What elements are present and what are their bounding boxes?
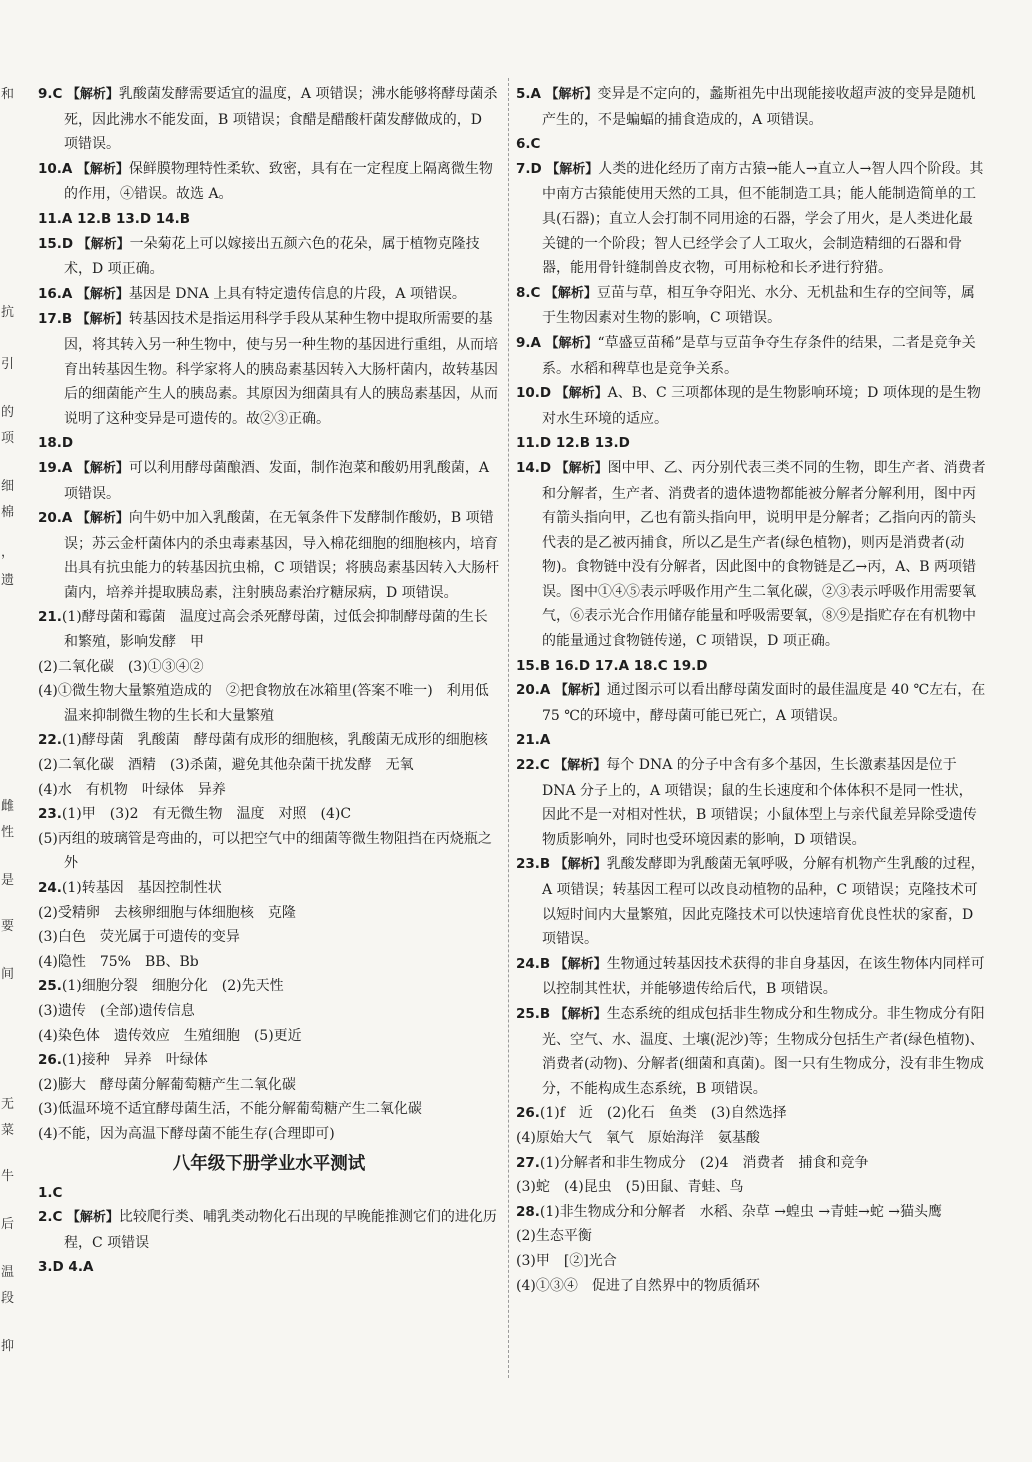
answer-entry xyxy=(516,654,986,679)
question-number: 15.D xyxy=(38,235,74,252)
question-number: 10.D xyxy=(516,385,552,402)
answer-entry xyxy=(516,952,986,1002)
question-number: 3.D 4.A xyxy=(38,1259,94,1276)
question-number: 21. xyxy=(38,609,62,626)
answer-text: 人类的进化经历了南方古猿→能人→直立人→智人四个阶段。其中南方古猿能使用天然的工具，但不能制造工具；能人能制造简单的工具(石器)；直立人会打制不同用途的石器，学会了用火，是人类进化最关键的一个阶段；智人已经学会了人工取火，会制造精细的石器和骨器，能用骨针缝制兽皮衣物，可用标枪和长矛进行狩猎。 xyxy=(542,160,984,277)
question-number: 22. xyxy=(38,732,62,749)
analysis-tag: 【解析】 xyxy=(76,312,129,328)
answer-text: 豆苗与草，相互争夺阳光、水分、无机盐和生存的空间等，属于生物因素对生物的影响，C 项错误。 xyxy=(542,284,975,327)
answer-entry xyxy=(38,802,500,876)
answer-entry xyxy=(516,753,986,852)
margin-fragment: 抑 xyxy=(1,1339,15,1354)
analysis-tag: 【解析】 xyxy=(554,1006,607,1022)
answer-entry xyxy=(38,974,500,1048)
answer-entry xyxy=(516,157,986,281)
section-title: 八年级下册学业水平测试 xyxy=(172,1153,366,1174)
answer-entry xyxy=(38,1048,500,1146)
question-number: 18.D xyxy=(38,435,74,452)
analysis-tag: 【解析】 xyxy=(554,857,607,873)
answer-entry xyxy=(516,82,986,132)
answer-entry xyxy=(516,456,986,654)
question-number: 22.C xyxy=(516,757,550,774)
sub-answer: (2)膨大 酵母菌分解葡萄糖产生二氧化碳 xyxy=(38,1076,296,1093)
question-number: 11.A 12.B 13.D 14.B xyxy=(38,210,190,227)
margin-fragment: 要 xyxy=(1,919,15,934)
answer-entry xyxy=(38,307,500,431)
analysis-tag: 【解析】 xyxy=(546,161,599,177)
answer-text: 保鲜膜物理特性柔软、致密，具有在一定程度上隔离微生物的作用，④错误。故选 A。 xyxy=(64,160,493,203)
question-number: 24.B xyxy=(516,955,551,972)
question-number: 21.A xyxy=(516,732,551,749)
answer-text: 图中甲、乙、丙分别代表三类不同的生物，即生产者、消费者和分解者，生产者、消费者的遗体遗物都能被分解者分解利用，图中丙有箭头指向甲，乙也有箭头指向甲，说明甲是分解者；乙指向丙的箭头代表的是乙被丙捕食，所以乙是生产者(绿色植物)，则丙是消费者(动物)。食物链中没有分解者，因此图中的食物链是乙→丙，A、B 两项错误。图中①④⑤表示呼吸作用产生二氧化碳，②③表示呼吸作用需要氧气，⑥表示光合作用储存能量和呼吸需要氧，⑧⑨是指贮存在有机物中的能量通过食物链传递，C 项错误，D 项正确。 xyxy=(542,459,986,650)
margin-fragment: 棉 xyxy=(1,505,15,520)
answer-entry xyxy=(516,281,986,331)
sub-answer: (2)二氧化碳 酒精 (3)杀菌，避免其他杂菌干扰发酵 无氧 xyxy=(38,757,414,774)
answer-text: (1)分解者和非生物成分 (2)4 消费者 捕食和竞争 xyxy=(539,1154,869,1171)
answer-entry xyxy=(38,876,500,974)
answer-entry xyxy=(516,852,986,951)
margin-fragment: 牛 xyxy=(1,1169,15,1184)
analysis-tag: 【解析】 xyxy=(554,758,607,774)
sub-answer: (4)①③④ 促进了自然界中的物质循环 xyxy=(516,1277,760,1294)
margin-fragment: 遗 xyxy=(1,573,15,588)
answer-entry xyxy=(38,506,500,605)
sub-answer: (4)不能，因为高温下酵母菌不能生存(合理即可) xyxy=(38,1125,335,1142)
margin-fragment: 和 xyxy=(1,87,15,102)
question-number: 9.A xyxy=(516,334,541,351)
analysis-tag: 【解析】 xyxy=(545,87,598,102)
margin-fragment: 引 xyxy=(1,357,15,372)
answer-entry xyxy=(38,157,500,207)
question-number: 9.C xyxy=(38,86,63,102)
answer-text: 乳酸菌发酵需要适宜的温度，A 项错误；沸水能够将酵母菌杀死，因此沸水不能发面，B 项错误；食醋是醋酸杆菌发酵做成的，D 项错误。 xyxy=(64,86,498,153)
margin-fragment: 后 xyxy=(1,1217,15,1232)
analysis-tag: 【解析】 xyxy=(554,683,607,699)
answer-text: (1)细胞分裂 细胞分化 (2)先天性 xyxy=(61,978,284,995)
answer-entry xyxy=(516,678,986,728)
answer-text: A、B、C 三项都体现的是生物影响环境；D 项体现的是生物对水生环境的适应。 xyxy=(542,385,981,427)
answer-text: 生物通过转基因技术获得的非自身基因，在该生物体内同样可以控制其性状，并能够遗传给后代，B 项错误。 xyxy=(542,955,985,998)
question-number: 15.B 16.D 17.A 18.C 19.D xyxy=(516,657,708,674)
margin-fragment: 的 xyxy=(1,405,15,420)
question-number: 25. xyxy=(38,978,62,995)
right-column xyxy=(516,82,986,1298)
margin-fragment: 是 xyxy=(1,873,15,888)
answer-entry xyxy=(38,82,500,157)
answer-text: (1)非生物成分和分解者 水稻、杂草 →蝗虫 →青蛙→蛇 →猫头鹰 xyxy=(539,1203,943,1220)
answer-text: 生态系统的组成包括非生物成分和生物成分。非生物成分有阳光、空气、水、温度、土壤(泥沙)等；生物成分包括生产者(绿色植物)、消费者(动物)、分解者(细菌和真菌)。图一只有生物成分，没有非生物成分，不能构成生态系统，B 项错误。 xyxy=(542,1005,985,1097)
analysis-tag: 【解析】 xyxy=(555,386,608,402)
margin-fragment: 性 xyxy=(1,825,15,840)
answer-entry xyxy=(38,282,500,308)
question-number: 26. xyxy=(38,1052,62,1069)
sub-answer: (3)低温环境不适宜酵母菌生活，不能分解葡萄糖产生二氧化碳 xyxy=(38,1101,422,1118)
answer-text: “草盛豆苗稀”是草与豆苗争夺生存条件的结果，二者是竞争关系。水稻和稗草也是竞争关系。 xyxy=(542,334,976,377)
analysis-tag: 【解析】 xyxy=(77,236,130,252)
answer-text: (1)酵母菌 乳酸菌 酵母菌有成形的细胞核，乳酸菌无成形的细胞核 xyxy=(61,732,488,749)
margin-fragment: 细 xyxy=(1,479,15,494)
left-margin-fragments xyxy=(0,80,22,1380)
answer-entry xyxy=(516,728,986,753)
question-number: 8.C xyxy=(516,284,541,301)
sub-answer: (4)原始大气 氧气 原始海洋 氨基酸 xyxy=(516,1129,760,1146)
answer-text: 转基因技术是指运用科学手段从某种生物中提取所需要的基因，将其转入另一种生物中，使与另一种生物的基因进行重组，从而培育出转基因生物。科学家将人的胰岛素基因转入大肠杆菌内，故转基因后的细菌能产生人的胰岛素。其原因为细菌具有人的胰岛素基因，从而说明了这种变异是可遗传的。故②③正确。 xyxy=(64,311,498,427)
answer-entry xyxy=(516,1151,986,1200)
margin-fragment: ， xyxy=(1,545,15,560)
margin-fragment: 无 xyxy=(1,1097,15,1112)
margin-fragment: 菜 xyxy=(1,1123,15,1138)
margin-fragment: 间 xyxy=(1,967,15,982)
sub-answer: (3)遗传 (全部)遗传信息 xyxy=(38,1002,195,1019)
left-column xyxy=(38,82,500,1280)
answer-entry xyxy=(38,207,500,232)
analysis-tag: 【解析】 xyxy=(76,286,129,302)
answer-text: (1)甲 (3)2 有无微生物 温度 对照 (4)C xyxy=(61,806,352,823)
answer-entry xyxy=(38,232,500,282)
answer-text: 可以利用酵母菌酿酒、发面，制作泡菜和酸奶用乳酸菌，A 项错误。 xyxy=(64,459,489,502)
margin-fragment: 抗 xyxy=(1,305,15,320)
sub-answer: (3)蛇 (4)昆虫 (5)田鼠、青蛙、鸟 xyxy=(516,1179,744,1196)
answer-entry xyxy=(516,331,986,381)
answer-text: 一朵菊花上可以嫁接出五颜六色的花朵，属于植物克隆技术，D 项正确。 xyxy=(64,235,480,278)
question-number: 7.D xyxy=(516,160,542,177)
answer-entry xyxy=(38,728,500,802)
answer-text: 变异是不定向的，蠡斯祖先中出现能接收超声波的变异是随机产生的，不是蝙蝠的捕食造成的，A 项错误。 xyxy=(542,86,976,128)
answer-entry xyxy=(38,1205,500,1255)
answer-text: 基因是 DNA 上具有特定遗传信息的片段，A 项错误。 xyxy=(128,285,466,302)
analysis-tag: 【解析】 xyxy=(76,511,129,527)
sub-answer: (4)水 有机物 叶绿体 异养 xyxy=(38,781,226,798)
answer-entry xyxy=(516,381,986,431)
answer-text: 比较爬行类、哺乳类动物化石出现的早晚能推测它们的进化历程，C 项错误 xyxy=(64,1209,497,1251)
question-number: 5.A xyxy=(516,86,541,102)
question-number: 1.C xyxy=(38,1184,63,1201)
answer-entry xyxy=(516,1200,986,1298)
answer-text: (1)接种 异养 叶绿体 xyxy=(61,1052,208,1069)
sub-answer: (3)甲 [②]光合 xyxy=(516,1252,617,1269)
question-number: 26. xyxy=(516,1105,540,1122)
question-number: 10.A xyxy=(38,160,73,177)
question-number: 27. xyxy=(516,1154,540,1171)
column-divider xyxy=(508,78,510,1378)
question-number: 25.B xyxy=(516,1005,551,1022)
answer-entry xyxy=(38,605,500,728)
question-number: 20.A xyxy=(38,510,73,527)
question-number: 23. xyxy=(38,806,62,823)
answer-entry xyxy=(38,456,500,506)
analysis-tag: 【解析】 xyxy=(66,87,119,102)
sub-answer: (4)隐性 75% BB、Bb xyxy=(38,953,199,970)
sub-answer: (2)二氧化碳 (3)①③④② xyxy=(38,658,204,675)
answer-text: (1)酵母菌和霉菌 温度过高会杀死酵母菌，过低会抑制酵母菌的生长和繁殖，影响发酵 甲 xyxy=(61,609,488,651)
question-number: 2.C xyxy=(38,1209,63,1226)
question-number: 6.C xyxy=(516,136,541,153)
question-number: 24. xyxy=(38,880,62,896)
answer-text: 向牛奶中加入乳酸菌，在无氧条件下发酵制作酸奶，B 项错误；苏云金杆菌体内的杀虫毒素基因，导入棉花细胞的细胞核内，培育出具有抗虫能力的转基因抗虫棉，C 项错误；将胰岛素基因转入大肠杆菌内，培养并提取胰岛素，注射胰岛素治疗糖尿病，D 项错误。 xyxy=(64,510,500,601)
answer-entry xyxy=(38,431,500,456)
sub-answer: (2)受精卵 去核卵细胞与体细胞核 克隆 xyxy=(38,904,296,921)
question-number: 20.A xyxy=(516,682,551,699)
question-number: 16.A xyxy=(38,285,73,302)
margin-fragment: 段 xyxy=(1,1291,15,1306)
question-number: 23.B xyxy=(516,856,551,873)
question-number: 14.D xyxy=(516,459,552,476)
analysis-tag: 【解析】 xyxy=(545,335,598,351)
answer-entry xyxy=(516,1101,986,1150)
sub-answer: (4)①微生物大量繁殖造成的 ②把食物放在冰箱里(答案不唯一) 利用低温来抑制微生物的生长和大量繁殖 xyxy=(38,683,489,724)
sub-answer: (2)生态平衡 xyxy=(516,1228,592,1245)
analysis-tag: 【解析】 xyxy=(66,1210,119,1226)
sub-answer: (3)白色 荧光属于可遗传的变异 xyxy=(38,929,240,946)
margin-fragment: 项 xyxy=(1,431,15,446)
question-number: 11.D 12.B 13.D xyxy=(516,435,630,452)
analysis-tag: 【解析】 xyxy=(76,460,129,476)
sub-answer: (5)丙组的玻璃管是弯曲的，可以把空气中的细菌等微生物阻挡在丙烧瓶之外 xyxy=(38,830,492,872)
answer-entry xyxy=(516,1002,986,1101)
analysis-tag: 【解析】 xyxy=(554,956,607,972)
sub-answer: (4)染色体 遗传效应 生殖细胞 (5)更近 xyxy=(38,1027,302,1044)
answer-text: (1)转基因 基因控制性状 xyxy=(61,880,222,896)
answer-text: 通过图示可以看出酵母菌发面时的最佳温度是 40 ℃左右，在 75 ℃的环境中，酵母菌可能已死亡，A 项错误。 xyxy=(542,682,986,724)
answer-text: (1)f 近 (2)化石 鱼类 (3)自然选择 xyxy=(539,1105,787,1122)
answer-entry xyxy=(516,431,986,456)
question-number: 17.B xyxy=(38,311,73,328)
answer-entry xyxy=(516,132,986,157)
analysis-tag: 【解析】 xyxy=(555,460,608,476)
answer-entry xyxy=(38,1181,500,1206)
question-number: 28. xyxy=(516,1203,540,1220)
margin-fragment: 温 xyxy=(1,1265,15,1280)
question-number: 19.A xyxy=(38,459,73,476)
answer-entry xyxy=(38,1255,500,1280)
analysis-tag: 【解析】 xyxy=(544,285,597,301)
margin-fragment: 雌 xyxy=(1,799,15,814)
answer-text: 每个 DNA 的分子中含有多个基因，生长激素基因是位于 DNA 分子上的，A 项错误；鼠的生长速度和个体体积不是同一性状，因此不是一对相对性状，B 项错误；小鼠体型上与亲代鼠差异除受遗传物质影响外，同时也受环境因素的影响，D 项错误。 xyxy=(542,757,977,848)
answer-text: 乳酸发酵即为乳酸菌无氧呼吸，分解有机物产生乳酸的过程，A 项错误；转基因工程可以改良动植物的品种，C 项错误；克隆技术可以短时间内大量繁殖，因此克隆技术可以快速培育优良性状的家畜，D 项错误。 xyxy=(542,856,985,948)
analysis-tag: 【解析】 xyxy=(76,161,129,177)
